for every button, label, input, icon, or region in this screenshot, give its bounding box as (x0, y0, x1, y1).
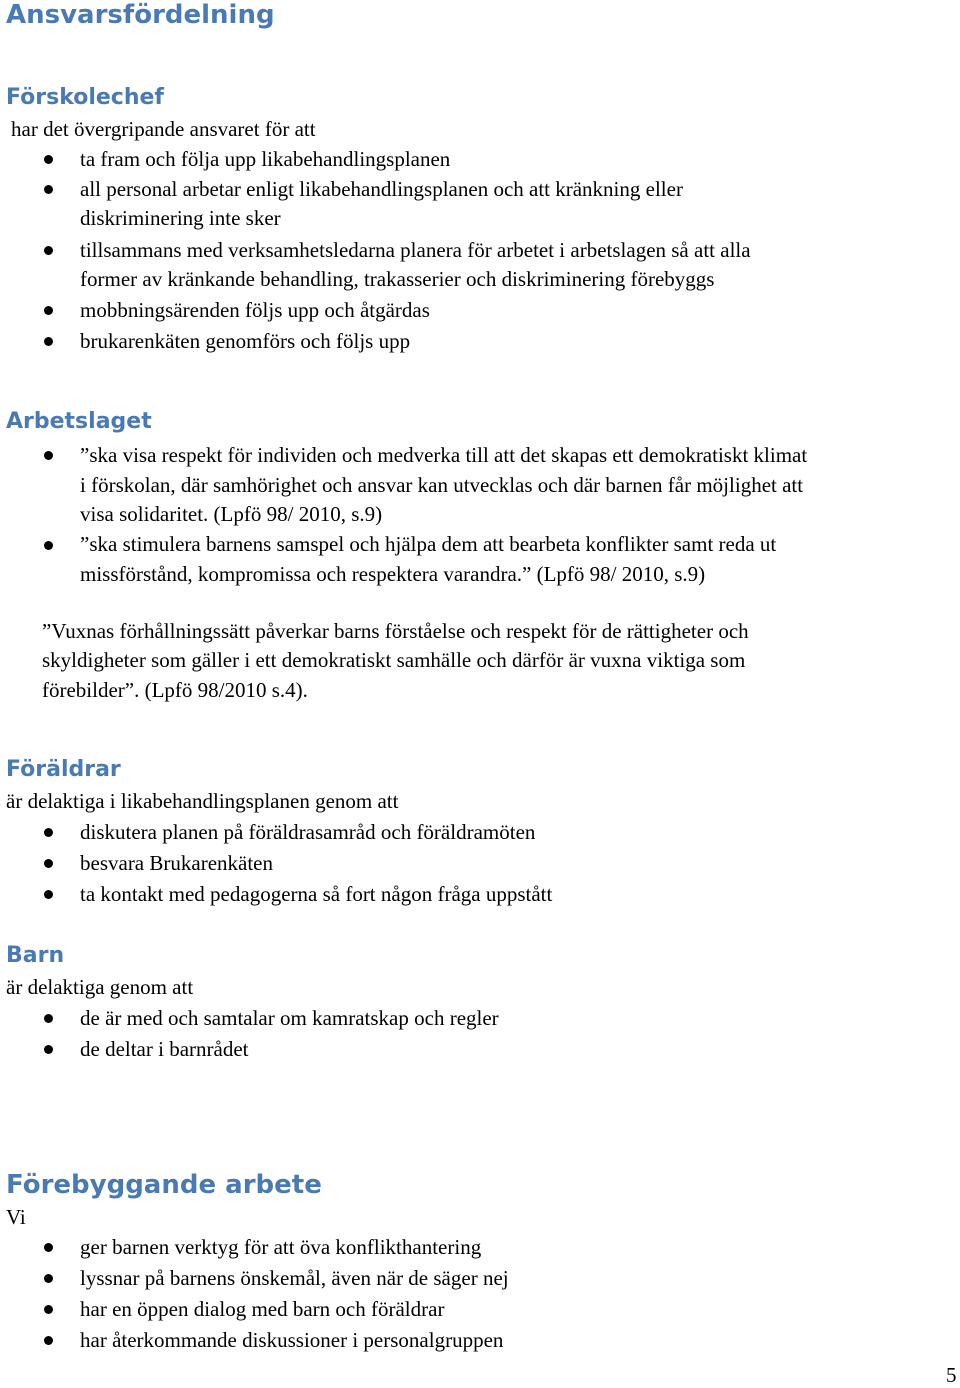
section-heading-barn: Barn (6, 943, 65, 968)
list-item-line: former av kränkande behandling, trakasserier och diskriminering förebyggs (80, 267, 715, 291)
bullet-icon (44, 1014, 53, 1023)
bullet-icon (44, 306, 53, 315)
quote-line: skyldigheter som gäller i ett demokratiskt samhälle och därför är vuxna viktiga som (42, 648, 746, 672)
bullet-icon (44, 185, 53, 194)
list-item-line: i förskolan, där samhörighet och ansvar kan utvecklas och där barnen får möjlighet att (80, 473, 804, 497)
quote-line: förebilder”. (Lpfö 98/2010 s.4). (42, 678, 308, 702)
section-intro: Vi (6, 1205, 26, 1229)
list-item-line: besvara Brukarenkäten (80, 851, 273, 875)
list-item-line: lyssnar på barnens önskemål, även när de säger nej (80, 1266, 509, 1290)
bullet-icon (44, 155, 53, 164)
section-heading-foraldrar: Föräldrar (6, 757, 121, 782)
bullet-icon (44, 1336, 53, 1345)
page-title: Ansvarsfördelning (6, 0, 275, 30)
page-number: 5 (946, 1363, 957, 1387)
bullet-icon (44, 859, 53, 868)
list-item-line: diskriminering inte sker (80, 206, 281, 230)
list-item-line: tillsammans med verksamhetsledarna planera för arbetet i arbetslagen så att alla (80, 238, 751, 262)
list-item-line: ta fram och följa upp likabehandlingsplanen (80, 147, 451, 171)
bullet-icon (44, 828, 53, 837)
bullet-icon (44, 541, 53, 550)
section-intro: är delaktiga genom att (6, 975, 194, 999)
bullet-icon (44, 1305, 53, 1314)
list-item-line: de deltar i barnrådet (80, 1037, 249, 1061)
list-item-line: ger barnen verktyg för att öva konflikthantering (80, 1235, 482, 1259)
list-item-line: diskutera planen på föräldrasamråd och föräldramöten (80, 820, 536, 844)
list-item-line: ta kontakt med pedagogerna så fort någon fråga uppstått (80, 882, 553, 906)
bullet-icon (44, 1243, 53, 1252)
list-item-line: missförstånd, kompromissa och respektera varandra.” (Lpfö 98/ 2010, s.9) (80, 562, 706, 586)
section-heading-arbetslaget: Arbetslaget (6, 409, 152, 434)
bullet-icon (44, 1274, 53, 1283)
list-item-line: all personal arbetar enligt likabehandlingsplanen och att kränkning eller (80, 177, 683, 201)
bullet-icon (44, 246, 53, 255)
bullet-icon (44, 890, 53, 899)
list-item-line: visa solidaritet. (Lpfö 98/ 2010, s.9) (80, 502, 383, 526)
list-item-line: mobbningsärenden följs upp och åtgärdas (80, 298, 430, 322)
list-item-line: har återkommande diskussioner i personalgruppen (80, 1328, 504, 1352)
bullet-icon (44, 1045, 53, 1054)
list-item-line: har en öppen dialog med barn och föräldrar (80, 1297, 445, 1321)
list-item-line: ”ska stimulera barnens samspel och hjälpa dem att bearbeta konflikter samt reda ut (80, 532, 777, 556)
section-intro: är delaktiga i likabehandlingsplanen genom att (6, 789, 399, 813)
list-item-line: brukarenkäten genomförs och följs upp (80, 329, 411, 353)
list-item-line: de är med och samtalar om kamratskap och regler (80, 1006, 499, 1030)
quote-line: ”Vuxnas förhållningssätt påverkar barns förståelse och respekt för de rättigheter och (42, 619, 749, 643)
bullet-icon (44, 337, 53, 346)
section-heading-forebyggande: Förebyggande arbete (6, 1170, 322, 1200)
bullet-icon (44, 451, 53, 460)
list-item-line: ”ska visa respekt för individen och medverka till att det skapas ett demokratiskt klimat (80, 443, 808, 467)
section-heading-forskolechef: Förskolechef (6, 85, 165, 110)
section-intro: har det övergripande ansvaret för att (11, 117, 316, 141)
